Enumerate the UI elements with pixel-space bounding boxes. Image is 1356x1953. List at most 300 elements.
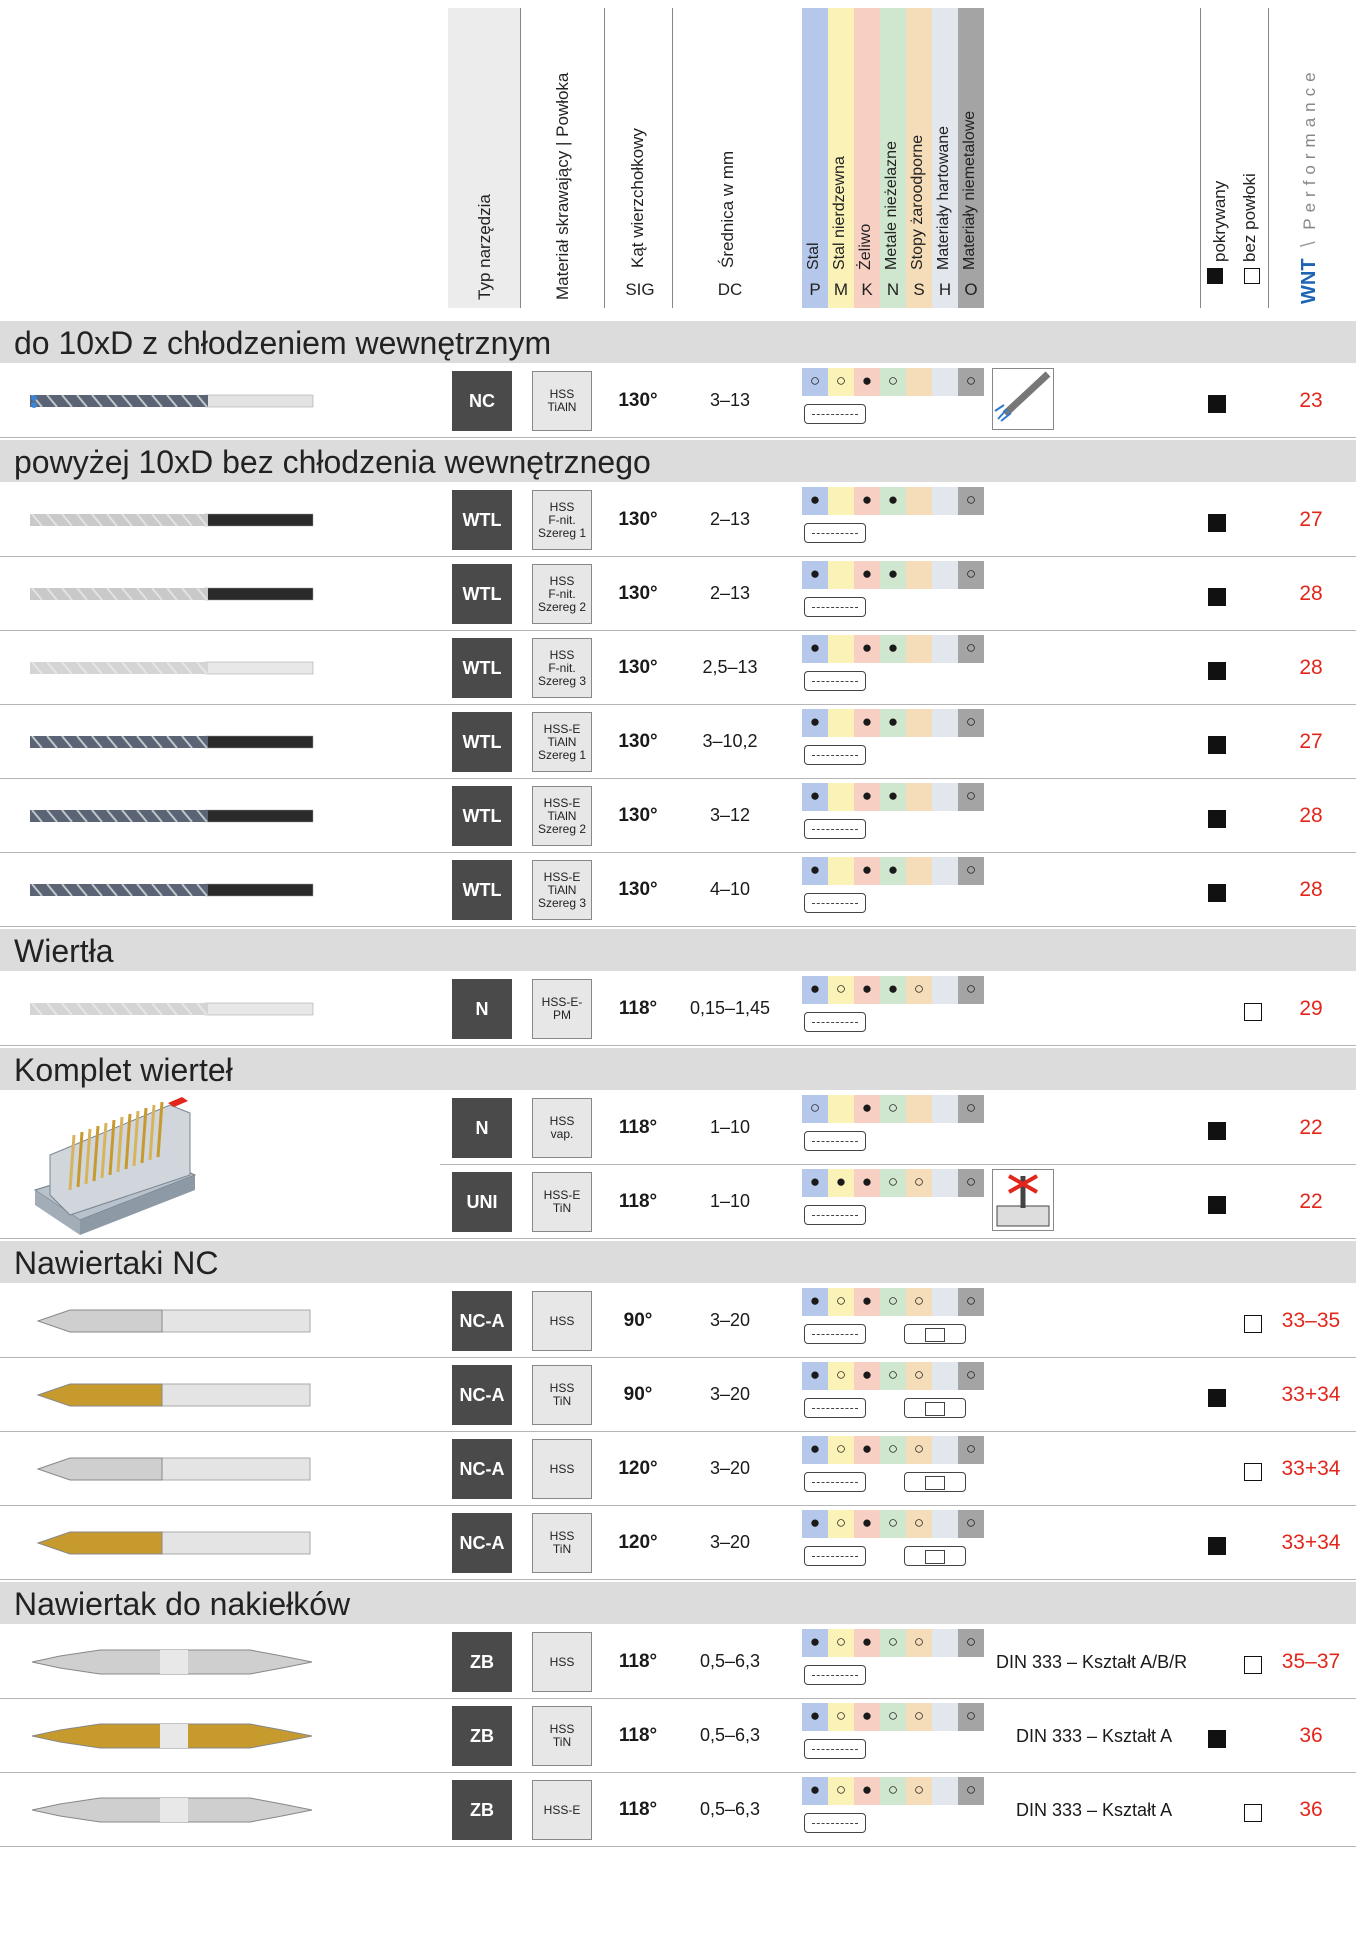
material-coating-box: HSS: [532, 1632, 592, 1692]
material-coating-box: HSS: [532, 1291, 592, 1351]
table-row: [0, 779, 1356, 853]
table-row: [0, 972, 1356, 1046]
material-symbol: ●: [887, 979, 899, 998]
table-row: [0, 705, 1356, 779]
table-row: [0, 1091, 1356, 1165]
catalog-page-link[interactable]: 28: [1299, 878, 1323, 901]
material-cell: [932, 1362, 958, 1390]
material-symbol: ●: [887, 490, 899, 509]
section-header: Nawiertak do nakiełków: [0, 1582, 1356, 1624]
dc-value: 4–10: [709, 879, 751, 899]
material-symbol: ●: [809, 1365, 821, 1384]
material-symbol: ●: [809, 1780, 821, 1799]
material-cell: [906, 1095, 932, 1123]
tool-type-badge: UNI: [452, 1172, 512, 1232]
tool-type-badge: WTL: [452, 564, 512, 624]
material-symbol: ○: [835, 1706, 847, 1725]
material-cell: [906, 709, 932, 737]
sig-value: 130°: [618, 657, 658, 678]
material-cell: [932, 1629, 958, 1657]
material-symbol: ●: [887, 860, 899, 879]
coated-mark: [1208, 1537, 1226, 1555]
drill-set-case-image: [30, 1095, 200, 1235]
material-cell: [906, 857, 932, 885]
table-row: [0, 1165, 1356, 1239]
dc-value: 0,15–1,45: [689, 998, 771, 1018]
material-symbol: ●: [809, 979, 821, 998]
tool-type-badge: N: [452, 979, 512, 1039]
sig-value: 118°: [618, 1651, 658, 1672]
dc-value: 3–10,2: [702, 731, 758, 751]
tool-type-badge: WTL: [452, 712, 512, 772]
material-coating-box: HSS-E: [532, 1780, 592, 1840]
length-icon: [804, 404, 866, 424]
section-header: Nawiertaki NC: [0, 1241, 1356, 1283]
sig-value: 120°: [618, 1532, 658, 1553]
coated-mark: [1208, 1122, 1226, 1140]
material-cell: [828, 1095, 854, 1123]
material-symbol: ○: [965, 490, 977, 509]
material-symbol: ○: [835, 1291, 847, 1310]
material-symbol: ●: [809, 1172, 821, 1191]
material-symbol: ○: [913, 1632, 925, 1651]
catalog-page-link[interactable]: 22: [1299, 1116, 1323, 1139]
material-cell: [906, 635, 932, 663]
table-row: [0, 1625, 1356, 1699]
table-row: [0, 1699, 1356, 1773]
sig-value: 90°: [623, 1384, 653, 1405]
dc-value: 3–20: [709, 1384, 751, 1404]
drill-image: [20, 1444, 320, 1494]
dc-value: 0,5–6,3: [699, 1725, 761, 1745]
tool-type-badge: WTL: [452, 490, 512, 550]
uncoated-mark: [1244, 1463, 1262, 1481]
uncoated-mark: [1244, 1804, 1262, 1822]
table-row: [0, 1773, 1356, 1847]
drill-image: [20, 984, 320, 1034]
material-cell: [932, 1703, 958, 1731]
material-cell: [932, 561, 958, 589]
material-abbr: H: [938, 280, 952, 299]
material-symbol: ○: [809, 371, 821, 390]
tool-type-badge: WTL: [452, 860, 512, 920]
coated-legend-icon: [1207, 268, 1223, 284]
material-abbr: P: [809, 280, 821, 299]
table-row: [0, 364, 1356, 438]
uncoated-legend-icon: [1244, 268, 1260, 284]
tool-type-badge: N: [452, 1098, 512, 1158]
material-symbol: ●: [809, 860, 821, 879]
material-name: Stopy żaroodporne: [909, 134, 926, 270]
material-symbol: ●: [861, 638, 873, 657]
length-icon: [804, 1472, 866, 1492]
material-symbol: ●: [861, 1365, 873, 1384]
catalog-page-link[interactable]: 23: [1299, 389, 1323, 412]
uncoated-mark: [1244, 1315, 1262, 1333]
sig-value: 130°: [618, 509, 658, 530]
length-icon: [804, 1665, 866, 1685]
length-icon: [804, 597, 866, 617]
sig-value: 90°: [623, 1310, 653, 1331]
material-cell: [932, 1777, 958, 1805]
material-abbr: M: [833, 280, 849, 299]
length-icon: [804, 1205, 866, 1225]
material-cell: [828, 487, 854, 515]
length-icon: [804, 671, 866, 691]
dc-value: 0,5–6,3: [699, 1651, 761, 1671]
catalog-page-link[interactable]: 33+34: [1281, 1531, 1341, 1554]
catalog-page-link[interactable]: 33+34: [1281, 1457, 1341, 1480]
material-symbol: ●: [861, 786, 873, 805]
coated-mark: [1208, 662, 1226, 680]
length-icon-stepped: [904, 1472, 966, 1492]
material-symbol: ○: [965, 712, 977, 731]
material-symbol: ●: [861, 1780, 873, 1799]
sig-value: 130°: [618, 583, 658, 604]
tool-type-badge: WTL: [452, 638, 512, 698]
material-symbol: ●: [887, 564, 899, 583]
tool-type-badge: ZB: [452, 1706, 512, 1766]
material-symbol: ●: [861, 712, 873, 731]
coated-mark: [1208, 884, 1226, 902]
sig-value: 118°: [618, 1117, 658, 1138]
material-cell: [932, 1510, 958, 1538]
length-icon: [804, 1546, 866, 1566]
table-row: [0, 631, 1356, 705]
material-symbol: ○: [887, 1706, 899, 1725]
material-symbol: ○: [887, 1632, 899, 1651]
material-abbr: S: [913, 280, 925, 299]
material-symbol: ●: [887, 786, 899, 805]
dc-value: 2,5–13: [702, 657, 758, 677]
row-divider: [0, 437, 1356, 438]
drill-image: [20, 1370, 320, 1420]
material-name: Stal: [805, 242, 822, 270]
material-name: Metale nieżelazne: [883, 141, 900, 270]
coated-mark: [1208, 1389, 1226, 1407]
row-divider: [0, 1045, 1356, 1046]
table-row: [0, 557, 1356, 631]
material-symbol: ○: [965, 371, 977, 390]
catalog-page-link[interactable]: 27: [1299, 508, 1323, 531]
coated-mark: [1208, 395, 1226, 413]
material-symbol: ○: [835, 1632, 847, 1651]
material-symbol: ○: [887, 371, 899, 390]
header-divider: [672, 8, 673, 308]
material-symbol: ○: [913, 1780, 925, 1799]
length-icon-stepped: [904, 1324, 966, 1344]
coated-mark: [1208, 588, 1226, 606]
material-name: Materiały hartowane: [935, 125, 952, 270]
material-symbol: ●: [809, 564, 821, 583]
dc-value: 1–10: [709, 1191, 751, 1211]
material-coating-box: HSS TiN: [532, 1706, 592, 1766]
header-kat: Kąt wierzchołkowy: [628, 128, 647, 268]
material-abbr: O: [964, 280, 978, 299]
norm-note: DIN 333 – Kształt A: [1016, 1800, 1173, 1820]
material-symbol: ●: [809, 490, 821, 509]
material-symbol: ○: [913, 1706, 925, 1725]
brand-label: [1298, 66, 1321, 304]
drill-image: [20, 865, 320, 915]
table-row: [0, 1284, 1356, 1358]
material-cell: [932, 857, 958, 885]
material-symbol: ●: [809, 712, 821, 731]
material-abbr: N: [886, 280, 900, 299]
header-divider: [604, 8, 605, 308]
coolant-icon: [992, 368, 1054, 430]
table-row: [0, 1358, 1356, 1432]
length-icon: [804, 1813, 866, 1833]
length-icon: [804, 1131, 866, 1151]
material-symbol: ○: [965, 1291, 977, 1310]
catalog-page-link[interactable]: 22: [1299, 1190, 1323, 1213]
material-symbol: ○: [965, 1632, 977, 1651]
length-icon: [804, 893, 866, 913]
material-symbol: ●: [861, 490, 873, 509]
brand-slash: \: [1298, 241, 1320, 247]
material-cell: [828, 635, 854, 663]
uncoated-mark: [1244, 1003, 1262, 1021]
material-symbol: ○: [965, 1513, 977, 1532]
table-row: [0, 1432, 1356, 1506]
length-icon-stepped: [904, 1546, 966, 1566]
material-cell: [828, 709, 854, 737]
material-symbol: ●: [861, 564, 873, 583]
material-symbol: ○: [887, 1172, 899, 1191]
material-cell: [932, 1095, 958, 1123]
drill-image: [20, 495, 320, 545]
sig-value: 130°: [618, 731, 658, 752]
material-symbol: ●: [861, 1172, 873, 1191]
uncoated-mark: [1244, 1656, 1262, 1674]
material-name: Materiały niemetalowe: [961, 110, 978, 270]
material-coating-box: HSS F-nit. Szereg 2: [532, 564, 592, 624]
catalog-page-link[interactable]: 36: [1299, 1724, 1323, 1747]
material-coating-box: HSS vap.: [532, 1098, 592, 1158]
drill-image: [20, 1518, 320, 1568]
material-symbol: ○: [965, 979, 977, 998]
dc-value: 2–13: [709, 509, 751, 529]
material-symbol: ●: [861, 1439, 873, 1458]
material-symbol: ●: [861, 371, 873, 390]
material-symbol: ●: [809, 638, 821, 657]
tool-type-badge: ZB: [452, 1780, 512, 1840]
sig-value: 120°: [618, 1458, 658, 1479]
row-divider: [0, 1846, 1356, 1847]
material-symbol: ○: [965, 1706, 977, 1725]
material-cell: [932, 487, 958, 515]
norm-note: DIN 333 – Kształt A/B/R: [996, 1652, 1188, 1672]
coated-mark: [1208, 514, 1226, 532]
material-cell: [828, 857, 854, 885]
dc-value: 3–20: [709, 1458, 751, 1478]
material-symbol: ●: [861, 1706, 873, 1725]
material-symbol: ○: [887, 1291, 899, 1310]
material-symbol: ●: [809, 1632, 821, 1651]
material-symbol: ○: [913, 1513, 925, 1532]
drill-image: [20, 1637, 320, 1687]
material-symbol: ○: [835, 1439, 847, 1458]
material-coating-box: HSS F-nit. Szereg 3: [532, 638, 592, 698]
header-divider: [1268, 8, 1269, 308]
material-symbol: ○: [913, 1291, 925, 1310]
dc-value: 3–20: [709, 1310, 751, 1330]
catalog-page-link[interactable]: 28: [1299, 582, 1323, 605]
coated-mark: [1208, 736, 1226, 754]
material-cell: [906, 368, 932, 396]
tool-type-badge: NC-A: [452, 1439, 512, 1499]
dc-value: 2–13: [709, 583, 751, 603]
section-header: do 10xD z chłodzeniem wewnętrznym: [0, 321, 1356, 363]
material-symbol: ○: [835, 979, 847, 998]
material-cell: [828, 561, 854, 589]
material-name: Żeliwo: [857, 223, 874, 270]
material-symbol: ●: [835, 1172, 847, 1191]
drill-image: [20, 791, 320, 841]
material-coating-box: HSS-E TiAlN Szereg 3: [532, 860, 592, 920]
material-symbol: ○: [965, 1098, 977, 1117]
catalog-page-link[interactable]: 29: [1299, 997, 1323, 1020]
material-coating-box: HSS-E- PM: [532, 979, 592, 1039]
material-symbol: ●: [861, 1098, 873, 1117]
sig-value: 118°: [618, 1725, 658, 1746]
material-symbol: ○: [965, 638, 977, 657]
row-divider: [0, 1238, 1356, 1239]
dc-value: 3–20: [709, 1532, 751, 1552]
material-symbol: ○: [809, 1098, 821, 1117]
length-icon: [804, 819, 866, 839]
header-pokryty: pokrywany: [1210, 180, 1229, 262]
material-symbol: ○: [835, 371, 847, 390]
material-name: Stal nierdzewna: [831, 156, 848, 270]
workpiece-icon: [992, 1169, 1054, 1231]
material-coating-box: HSS F-nit. Szereg 1: [532, 490, 592, 550]
material-cell: [932, 976, 958, 1004]
table-row: [0, 853, 1356, 927]
sig-value: 130°: [618, 390, 658, 411]
material-coating-box: HSS-E TiN: [532, 1172, 592, 1232]
material-cell: [906, 561, 932, 589]
material-symbol: ●: [809, 1439, 821, 1458]
material-coating-box: HSS TiAlN: [532, 371, 592, 431]
drill-image: [20, 1711, 320, 1761]
header-srednica-abbr: DC: [717, 280, 743, 299]
material-cell: [932, 709, 958, 737]
material-symbol: ●: [809, 1513, 821, 1532]
material-symbol: ○: [913, 979, 925, 998]
drill-image: [20, 643, 320, 693]
drill-image: [20, 1296, 320, 1346]
row-divider: [0, 926, 1356, 927]
material-symbol: ○: [965, 786, 977, 805]
material-coating-box: HSS-E TiAlN Szereg 1: [532, 712, 592, 772]
sig-value: 118°: [618, 1799, 658, 1820]
header-material: Materiał skrawający | Powłoka: [553, 72, 572, 300]
material-symbol: ●: [861, 1632, 873, 1651]
length-icon: [804, 1739, 866, 1759]
catalog-page-link[interactable]: 33+34: [1281, 1383, 1341, 1406]
dc-value: 3–13: [709, 390, 751, 410]
length-icon: [804, 1324, 866, 1344]
material-symbol: ○: [835, 1780, 847, 1799]
tool-type-badge: NC-A: [452, 1291, 512, 1351]
drill-image: [20, 717, 320, 767]
material-symbol: ○: [965, 1172, 977, 1191]
sig-value: 130°: [618, 879, 658, 900]
tool-type-badge: NC: [452, 371, 512, 431]
table-row: [0, 1506, 1356, 1580]
material-cell: [932, 635, 958, 663]
tool-type-badge: WTL: [452, 786, 512, 846]
drill-image: [20, 1785, 320, 1835]
material-coating-box: HSS: [532, 1439, 592, 1499]
material-symbol: ○: [887, 1439, 899, 1458]
norm-note: DIN 333 – Kształt A: [1016, 1726, 1173, 1746]
catalog-page-link[interactable]: 35–37: [1281, 1650, 1341, 1673]
drill-image: [20, 376, 320, 426]
material-symbol: ○: [913, 1365, 925, 1384]
material-abbr: K: [861, 280, 873, 299]
table-row: [0, 483, 1356, 557]
material-symbol: ●: [887, 638, 899, 657]
material-symbol: ●: [809, 786, 821, 805]
material-cell: [932, 1169, 958, 1197]
material-cell: [932, 783, 958, 811]
coated-mark: [1208, 810, 1226, 828]
material-cell: [932, 368, 958, 396]
dc-value: 0,5–6,3: [699, 1799, 761, 1819]
length-icon: [804, 745, 866, 765]
coated-mark: [1208, 1730, 1226, 1748]
header-kat-abbr: SIG: [625, 280, 655, 299]
header-srednica: Średnica w mm: [718, 150, 737, 268]
header-divider: [520, 8, 521, 308]
material-symbol: ○: [913, 1439, 925, 1458]
catalog-page-link[interactable]: 28: [1299, 656, 1323, 679]
material-cell: [906, 487, 932, 515]
header-divider: [1200, 8, 1201, 308]
material-cell: [932, 1436, 958, 1464]
drill-image: [20, 569, 320, 619]
tool-type-badge: ZB: [452, 1632, 512, 1692]
tool-type-badge: NC-A: [452, 1513, 512, 1573]
sig-value: 118°: [618, 998, 658, 1019]
material-cell: [932, 1288, 958, 1316]
section-header: Wiertła: [0, 929, 1356, 971]
dc-value: 1–10: [709, 1117, 751, 1137]
material-symbol: ○: [965, 1365, 977, 1384]
catalog-page-link[interactable]: 33–35: [1281, 1309, 1341, 1332]
dc-value: 3–12: [709, 805, 751, 825]
material-symbol: ●: [861, 979, 873, 998]
material-symbol: ○: [887, 1513, 899, 1532]
brand-wnt: WNT: [1298, 258, 1320, 304]
material-symbol: ●: [887, 712, 899, 731]
material-coating-box: HSS-E TiAlN Szereg 2: [532, 786, 592, 846]
catalog-page-link[interactable]: 36: [1299, 1798, 1323, 1821]
sig-value: 118°: [618, 1191, 658, 1212]
section-header: powyżej 10xD bez chłodzenia wewnętrznego: [0, 440, 1356, 482]
brand-performance: Performance: [1300, 66, 1319, 230]
length-icon: [804, 1398, 866, 1418]
material-symbol: ●: [809, 1706, 821, 1725]
material-symbol: ○: [965, 1439, 977, 1458]
catalog-page-link[interactable]: 27: [1299, 730, 1323, 753]
material-cell: [828, 783, 854, 811]
sig-value: 130°: [618, 805, 658, 826]
catalog-page-link[interactable]: 28: [1299, 804, 1323, 827]
